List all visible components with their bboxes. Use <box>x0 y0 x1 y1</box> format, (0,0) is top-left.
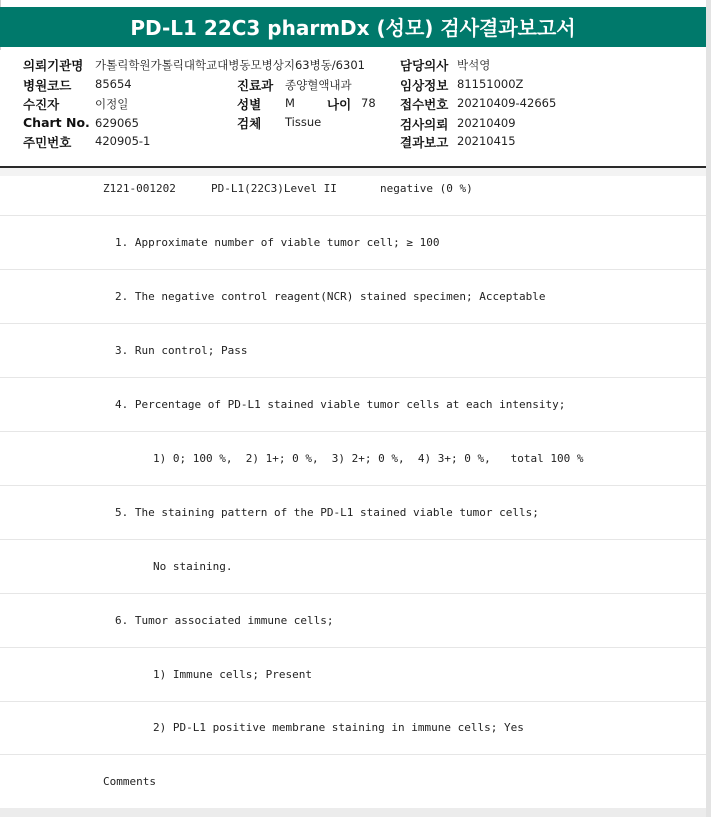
label-accession-number: 접수번호 <box>400 97 449 112</box>
result-line <box>0 432 706 486</box>
value-patient-name: 이정일 <box>95 97 129 111</box>
value-specimen: Tissue <box>285 115 322 129</box>
value-attending-doctor: 박석영 <box>457 58 491 72</box>
result-line-text: No staining. <box>153 560 233 573</box>
label-sex: 성별 <box>237 97 262 112</box>
result-line-text: 3. Run control; Pass <box>115 344 248 357</box>
label-patient-name: 수진자 <box>23 97 60 112</box>
value-clinical-info: 81151000Z <box>457 77 524 91</box>
value-request-date: 20210409 <box>457 116 516 130</box>
result-line-text: 1) Immune cells; Present <box>153 668 312 681</box>
label-age: 나이 <box>327 97 352 112</box>
result-line-text: 2. The negative control reagent(NCR) stained specimen; Acceptable <box>115 290 546 303</box>
result-line-text: 1) 0; 100 %, 2) 1+; 0 %, 3) 2+; 0 %, 4) 3+; 0 %, total 100 % <box>153 452 584 465</box>
result-test-name: PD-L1(22C3)Level II <box>211 182 337 195</box>
label-resident-number: 주민번호 <box>23 135 72 150</box>
value-requesting-institution: 가톨릭학원가톨릭대학교대병동모병상지63병동/6301 <box>95 58 365 72</box>
value-chart-no: 629065 <box>95 116 139 130</box>
scrollbar-track[interactable] <box>706 0 711 817</box>
result-line <box>0 594 706 648</box>
value-accession-number: 20210409-42665 <box>457 96 557 110</box>
result-value: negative (0 %) <box>380 182 473 195</box>
label-clinical-info: 임상정보 <box>400 78 449 93</box>
patient-info-panel <box>0 50 706 167</box>
value-age: 78 <box>361 96 376 110</box>
result-line <box>0 324 706 378</box>
result-line-text: 6. Tumor associated immune cells; <box>115 614 334 627</box>
label-report-date: 결과보고 <box>400 135 449 150</box>
result-line <box>0 486 706 540</box>
result-line-text: 4. Percentage of PD-L1 stained viable tumor cells at each intensity; <box>115 398 566 411</box>
label-request-date: 검사의뢰 <box>400 117 449 132</box>
value-hospital-code: 85654 <box>95 77 132 91</box>
label-chart-no: Chart No. <box>23 115 90 130</box>
label-attending-doctor: 담당의사 <box>400 58 449 73</box>
result-line-text: 1. Approximate number of viable tumor cell; ≥ 100 <box>115 236 440 249</box>
label-requesting-institution: 의뢰기관명 <box>23 58 84 73</box>
result-line <box>0 648 706 702</box>
result-line <box>0 540 706 594</box>
result-line-text: 2) PD-L1 positive membrane staining in immune cells; Yes <box>153 721 524 734</box>
comments-row <box>0 755 706 808</box>
result-line <box>0 378 706 432</box>
result-line <box>0 701 706 755</box>
value-resident-number: 420905-1 <box>95 134 151 148</box>
value-report-date: 20210415 <box>457 134 516 148</box>
result-line <box>0 216 706 270</box>
results-bottom-shade <box>0 808 706 817</box>
label-department: 진료과 <box>237 78 274 93</box>
result-header-row <box>0 162 706 216</box>
result-line <box>0 270 706 324</box>
result-code: Z121-001202 <box>103 182 176 195</box>
label-specimen: 검체 <box>237 116 262 131</box>
value-sex: M <box>285 96 295 110</box>
report-title: PD-L1 22C3 pharmDx (성모) 검사결과보고서 <box>0 7 706 47</box>
result-line-text: 5. The staining pattern of the PD-L1 stained viable tumor cells; <box>115 506 539 519</box>
value-department: 종양혈액내과 <box>285 78 352 92</box>
comments-label: Comments <box>103 775 156 788</box>
label-hospital-code: 병원코드 <box>23 78 72 93</box>
